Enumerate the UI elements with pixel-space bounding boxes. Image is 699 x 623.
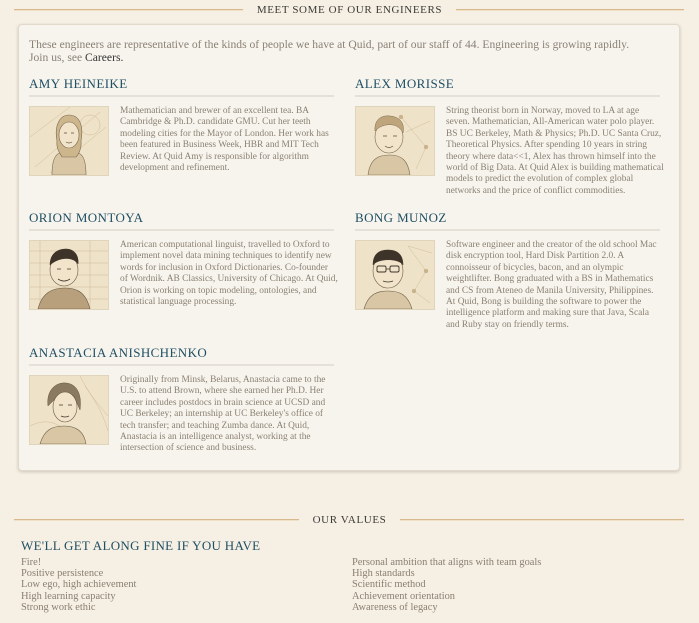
engineer-bio: Software engineer and the creator of the old school Mac disk encryption tool, Hard Disk Partition 2.0. A connoisseur of bicycles, bacon, and an olympic weightlifter. Bong graduated with a BS in Mathematics and CS from Ateneo de Manila University, Philippines. At Quid, Bong is building the software to power the intelligence platform and making sure that Java, Scala and Ruby stay on friendly terms. [446, 240, 657, 330]
value-item: Positive persistence [21, 568, 104, 580]
values-section-header [0, 510, 699, 530]
value-item: Scientific method [352, 579, 426, 591]
engineer-bong-munoz [355, 210, 660, 330]
engineers-section-header [0, 0, 699, 20]
engineer-portrait [29, 106, 109, 176]
engineer-bio: String theorist born in Norway, moved to LA at age seven. Mathematician, All-American water polo player. BS UC Berkeley, Math & Physics; Ph.D. UC Santa Cruz, Theoretical Physics. After spending 10 years in string theory where data<<1, Alex has thrown himself into the world of Big Data. At Quid Alex is building mathematical models to predict the evolution of complex global networks and the price of conflict commodities. [446, 106, 664, 196]
engineer-bio: Originally from Minsk, Belarus, Anastacia came to the U.S. to attend Brown, where she earned her Ph.D. Her career includes postdocs in brain science at UCSD and UC Berkeley; an internship at UC Berkeley's office of tech transfer; and teaching Zumba dance. At Quid, Anastacia is an intelligence analyst, working at the intersection of science and business. [120, 375, 326, 454]
values-section-title: OUR VALUES [299, 514, 401, 526]
engineer-name: AMY HEINEIKE [29, 76, 334, 97]
value-item: High standards [352, 568, 415, 580]
engineer-alex-morisse [355, 76, 664, 196]
value-item: Personal ambition that aligns with team goals [352, 557, 542, 568]
value-item: Achievement orientation [352, 590, 456, 602]
engineer-name: ALEX MORISSE [355, 76, 660, 97]
engineer-anastacia-anishchenko [29, 345, 334, 454]
engineer-bio: American computational linguist, travelled to Oxford to implement novel data mining techniques to identify new words for inclusion in Oxford Dictionaries. Co-founder of Wordnik. AB Classics, University of Chicago. At Quid, Orion is working on topic modeling, ontologies, and statistical language processing. [120, 240, 338, 308]
engineer-amy-heineike [29, 76, 334, 174]
value-item: Awareness of legacy [352, 601, 438, 613]
values-list-left [21, 557, 136, 613]
careers-link[interactable]: Careers. [85, 51, 124, 64]
engineer-name: ORION MONTOYA [29, 210, 334, 231]
engineer-name: BONG MUNOZ [355, 210, 660, 231]
engineer-portrait [355, 240, 435, 310]
value-item: Fire! [21, 557, 42, 568]
values-list-right [352, 557, 541, 613]
engineer-bio: Mathematician and brewer of an excellent tea. BA Cambridge & Ph.D. candidate GMU. Cut her teeth modeling cities for the Mayor of London. Her work has been featured in Business Week, HBR and MIT Tech Review. At Quid Amy is responsible for algorithm development and refinement. [120, 106, 329, 174]
engineers-card [18, 24, 680, 471]
engineer-name: ANASTACIA ANISHCHENKO [29, 345, 334, 366]
engineer-portrait [29, 240, 109, 310]
engineers-intro [29, 38, 649, 64]
engineer-portrait [29, 375, 109, 445]
engineers-section-title: MEET SOME OF OUR ENGINEERS [243, 4, 456, 16]
value-item: Low ego, high achievement [21, 579, 137, 591]
values-heading: WE'LL GET ALONG FINE IF YOU HAVE [21, 538, 261, 553]
value-item: High learning capacity [21, 590, 116, 602]
value-item: Strong work ethic [21, 601, 96, 613]
engineer-orion-montoya [29, 210, 338, 308]
intro-text: These engineers are representative of the kinds of people we have at Quid, part of our staff of 44. Engineering is growing rapidly. Join us, see [29, 38, 630, 64]
engineer-portrait [355, 106, 435, 176]
